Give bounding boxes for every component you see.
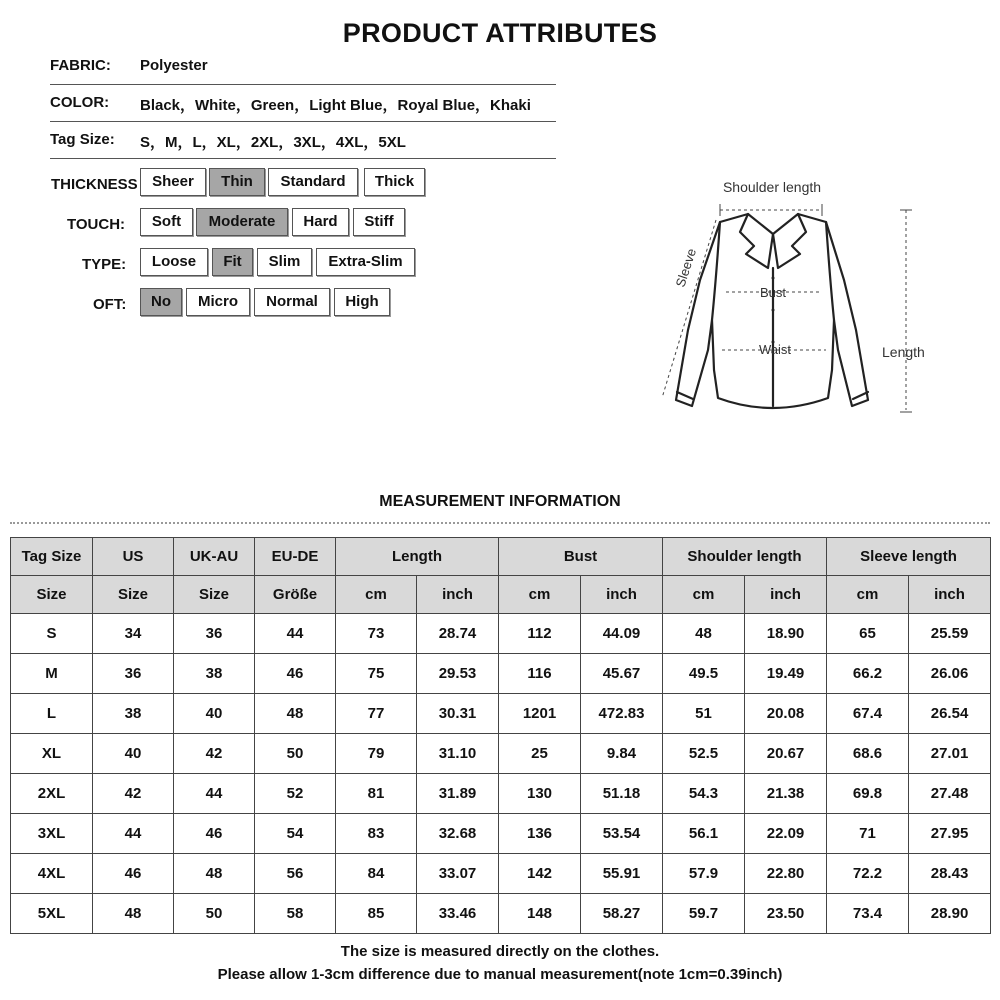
table-cell: 81 xyxy=(336,774,417,814)
shoulder-length-label: Shoulder length xyxy=(722,179,822,195)
table-cell: 26.06 xyxy=(909,654,991,694)
attr-row-tag-size xyxy=(50,121,556,159)
table-cell: 48 xyxy=(174,854,255,894)
option-sheer: Sheer xyxy=(140,168,206,196)
attr-key: Tag Size: xyxy=(50,131,115,148)
attr-value: S，M，L，XL，2XL，3XL，4XL，5XL xyxy=(140,134,406,151)
subheader-cell: inch xyxy=(909,576,991,614)
table-cell: 472.83 xyxy=(581,694,663,734)
table-cell: 36 xyxy=(93,654,174,694)
table-cell: 23.50 xyxy=(745,894,827,934)
table-cell: 51.18 xyxy=(581,774,663,814)
option-fit: Fit xyxy=(212,248,253,276)
table-cell: 25 xyxy=(499,734,581,774)
sleeve-label: Sleeve xyxy=(672,246,700,289)
table-cell: 46 xyxy=(174,814,255,854)
table-cell: 1201 xyxy=(499,694,581,734)
header-cell: Tag Size xyxy=(11,538,93,576)
table-row xyxy=(11,774,991,814)
note-line-2: Please allow 1-3cm difference due to manual measurement(note 1cm=0.39inch) xyxy=(217,966,783,983)
table-cell: 38 xyxy=(174,654,255,694)
table-cell: 40 xyxy=(174,694,255,734)
table-cell: 20.67 xyxy=(745,734,827,774)
subheader-cell: Size xyxy=(11,576,93,614)
length-label: Length xyxy=(882,344,925,360)
bust-label: Bust xyxy=(759,285,787,300)
touch-label: TOUCH: xyxy=(67,216,126,233)
table-cell: 44 xyxy=(255,614,336,654)
header-cell: EU-DE xyxy=(255,538,336,576)
attr-key: COLOR: xyxy=(50,94,110,111)
table-cell: 54 xyxy=(255,814,336,854)
option-extra-slim: Extra-Slim xyxy=(316,248,415,276)
table-cell: 58 xyxy=(255,894,336,934)
table-cell: 31.89 xyxy=(417,774,499,814)
table-cell: 142 xyxy=(499,854,581,894)
table-cell: 48 xyxy=(663,614,745,654)
table-cell: 29.53 xyxy=(417,654,499,694)
table-cell: 53.54 xyxy=(581,814,663,854)
table-cell: 65 xyxy=(827,614,909,654)
table-cell: 42 xyxy=(174,734,255,774)
table-cell: 136 xyxy=(499,814,581,854)
subheader-cell: cm xyxy=(663,576,745,614)
table-cell: 34 xyxy=(93,614,174,654)
attr-value: Polyester xyxy=(140,57,208,74)
table-cell: 52.5 xyxy=(663,734,745,774)
table-cell: 46 xyxy=(93,854,174,894)
table-cell: 46 xyxy=(255,654,336,694)
header-cell: Bust xyxy=(499,538,663,576)
table-cell: 31.10 xyxy=(417,734,499,774)
note-line-1: The size is measured directly on the clothes. xyxy=(340,943,660,960)
table-cell: 77 xyxy=(336,694,417,734)
table-cell: 56 xyxy=(255,854,336,894)
table-cell: 45.67 xyxy=(581,654,663,694)
subheader-cell: inch xyxy=(745,576,827,614)
table-cell: 44.09 xyxy=(581,614,663,654)
type-label: TYPE: xyxy=(82,256,127,273)
header-cell: Shoulder length xyxy=(663,538,827,576)
table-cell: 72.2 xyxy=(827,854,909,894)
table-cell: 44 xyxy=(174,774,255,814)
table-cell: 44 xyxy=(93,814,174,854)
subheader-cell: cm xyxy=(336,576,417,614)
table-cell: 71 xyxy=(827,814,909,854)
table-cell: 50 xyxy=(255,734,336,774)
table-row xyxy=(11,614,991,654)
subheader-cell: Size xyxy=(93,576,174,614)
table-cell: 18.90 xyxy=(745,614,827,654)
attr-key: FABRIC: xyxy=(50,57,111,74)
table-cell: 73 xyxy=(336,614,417,654)
table-cell: 20.08 xyxy=(745,694,827,734)
attr-row-fabric xyxy=(50,47,556,85)
table-cell: 85 xyxy=(336,894,417,934)
table-row xyxy=(11,694,991,734)
table-row xyxy=(11,734,991,774)
table-cell: 4XL xyxy=(11,854,93,894)
header-cell: UK-AU xyxy=(174,538,255,576)
table-cell: 112 xyxy=(499,614,581,654)
table-cell: 9.84 xyxy=(581,734,663,774)
dotted-divider xyxy=(10,522,990,524)
table-cell: 42 xyxy=(93,774,174,814)
table-cell: 33.07 xyxy=(417,854,499,894)
table-cell: 48 xyxy=(255,694,336,734)
table-cell: 79 xyxy=(336,734,417,774)
attr-value: Black，White，Green，Light Blue，Royal Blue，Khaki xyxy=(140,97,531,114)
table-cell: 28.43 xyxy=(909,854,991,894)
header-cell: Length xyxy=(336,538,499,576)
option-thin: Thin xyxy=(209,168,265,196)
option-loose: Loose xyxy=(140,248,208,276)
oft-label: OFT: xyxy=(93,296,127,313)
table-cell: 27.01 xyxy=(909,734,991,774)
measurement-title: MEASUREMENT INFORMATION xyxy=(379,493,621,510)
table-cell: 68.6 xyxy=(827,734,909,774)
subheader-cell: cm xyxy=(499,576,581,614)
table-cell: 21.38 xyxy=(745,774,827,814)
page-title: PRODUCT ATTRIBUTES xyxy=(342,18,658,48)
table-cell: 30.31 xyxy=(417,694,499,734)
table-cell: 67.4 xyxy=(827,694,909,734)
table-cell: XL xyxy=(11,734,93,774)
option-standard: Standard xyxy=(268,168,358,196)
option-no: No xyxy=(140,288,182,316)
table-cell: 36 xyxy=(174,614,255,654)
option-stiff: Stiff xyxy=(353,208,405,236)
table-cell: 69.8 xyxy=(827,774,909,814)
table-cell: 22.80 xyxy=(745,854,827,894)
table-cell: 50 xyxy=(174,894,255,934)
table-subheader-row xyxy=(11,576,991,614)
attr-row-color xyxy=(50,84,556,122)
table-cell: 27.48 xyxy=(909,774,991,814)
table-cell: 22.09 xyxy=(745,814,827,854)
table-cell: S xyxy=(11,614,93,654)
waist-label: Waist xyxy=(758,342,792,357)
table-cell: 56.1 xyxy=(663,814,745,854)
jacket-measurement-diagram xyxy=(640,170,960,430)
table-header-row xyxy=(11,538,991,576)
table-cell: 19.49 xyxy=(745,654,827,694)
option-hard: Hard xyxy=(292,208,349,236)
table-cell: 27.95 xyxy=(909,814,991,854)
option-normal: Normal xyxy=(254,288,330,316)
option-high: High xyxy=(334,288,390,316)
option-slim: Slim xyxy=(257,248,312,276)
thickness-label: THICKNESS xyxy=(51,176,138,193)
option-micro: Micro xyxy=(186,288,250,316)
subheader-cell: inch xyxy=(581,576,663,614)
subheader-cell: Size xyxy=(174,576,255,614)
table-cell: 51 xyxy=(663,694,745,734)
header-cell: Sleeve length xyxy=(827,538,991,576)
table-cell: 5XL xyxy=(11,894,93,934)
table-cell: 28.90 xyxy=(909,894,991,934)
table-cell: 130 xyxy=(499,774,581,814)
option-thick: Thick xyxy=(364,168,425,196)
table-cell: 59.7 xyxy=(663,894,745,934)
table-cell: 49.5 xyxy=(663,654,745,694)
table-cell: 75 xyxy=(336,654,417,694)
table-cell: L xyxy=(11,694,93,734)
table-cell: 148 xyxy=(499,894,581,934)
table-cell: 52 xyxy=(255,774,336,814)
table-row xyxy=(11,814,991,854)
table-cell: 84 xyxy=(336,854,417,894)
table-cell: 54.3 xyxy=(663,774,745,814)
subheader-cell: cm xyxy=(827,576,909,614)
table-cell: 38 xyxy=(93,694,174,734)
table-row xyxy=(11,854,991,894)
table-cell: M xyxy=(11,654,93,694)
table-cell: 33.46 xyxy=(417,894,499,934)
table-cell: 66.2 xyxy=(827,654,909,694)
table-cell: 48 xyxy=(93,894,174,934)
table-cell: 26.54 xyxy=(909,694,991,734)
table-cell: 2XL xyxy=(11,774,93,814)
subheader-cell: Größe xyxy=(255,576,336,614)
option-soft: Soft xyxy=(140,208,193,236)
table-cell: 55.91 xyxy=(581,854,663,894)
table-cell: 116 xyxy=(499,654,581,694)
table-cell: 40 xyxy=(93,734,174,774)
table-cell: 83 xyxy=(336,814,417,854)
table-cell: 25.59 xyxy=(909,614,991,654)
table-cell: 32.68 xyxy=(417,814,499,854)
table-cell: 3XL xyxy=(11,814,93,854)
table-row xyxy=(11,654,991,694)
measurement-table xyxy=(10,537,991,934)
header-cell: US xyxy=(93,538,174,576)
table-cell: 58.27 xyxy=(581,894,663,934)
subheader-cell: inch xyxy=(417,576,499,614)
table-cell: 73.4 xyxy=(827,894,909,934)
option-moderate: Moderate xyxy=(196,208,288,236)
table-cell: 28.74 xyxy=(417,614,499,654)
table-cell: 57.9 xyxy=(663,854,745,894)
table-row xyxy=(11,894,991,934)
